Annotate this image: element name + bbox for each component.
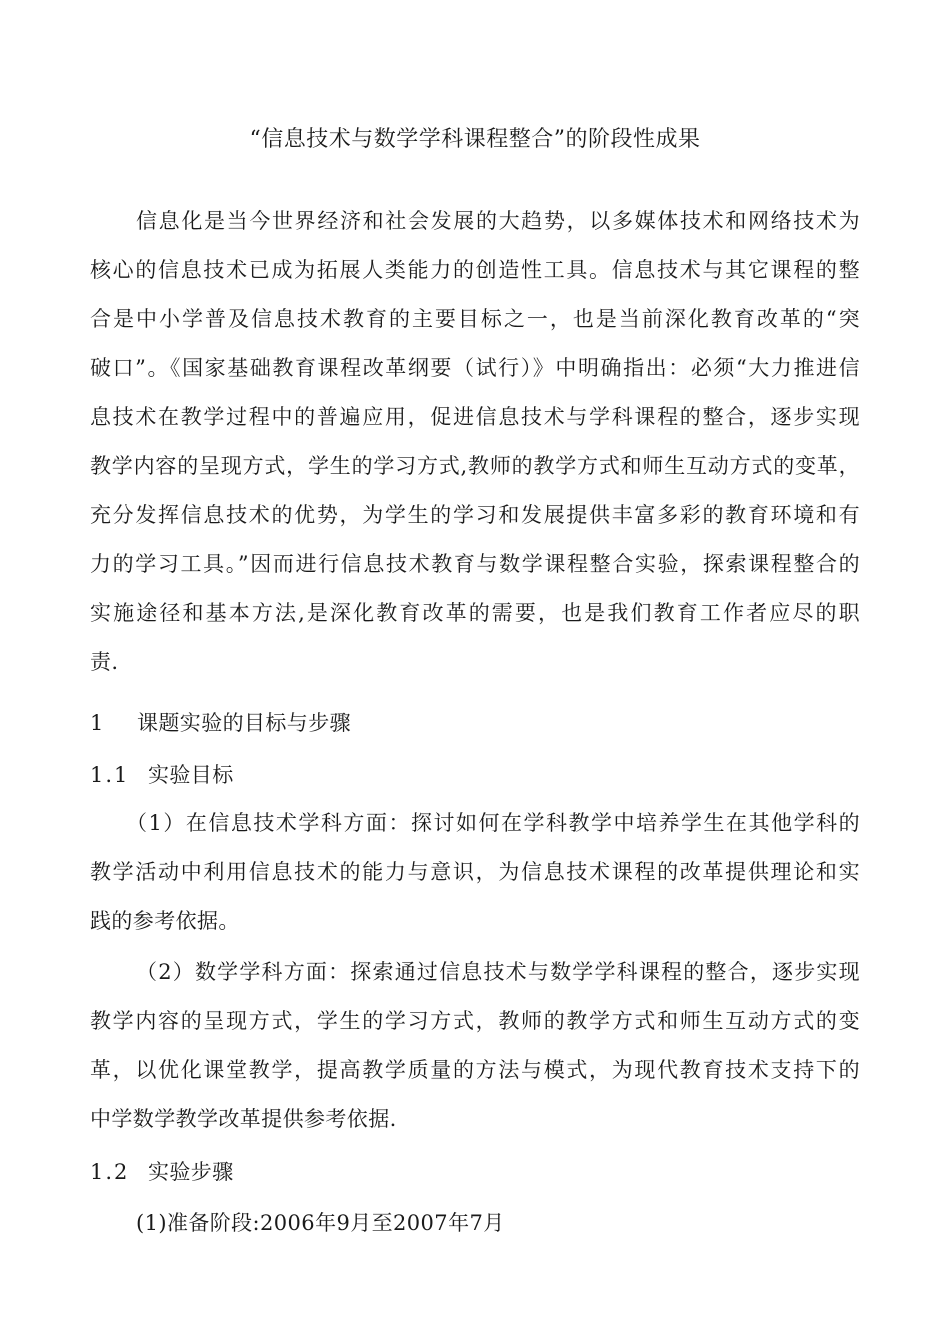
step-1-line: (1)准备阶段:2006年9月至2007年7月 bbox=[136, 1211, 505, 1235]
section-1-1-title: 实验目标 bbox=[148, 763, 234, 787]
intro-line-7: 充分发挥信息技术的优势，为学生的学习和发展提供丰富多彩的教育环境和有 bbox=[90, 503, 860, 527]
goal-2-line-2: 教学内容的呈现方式，学生的学习方式，教师的教学方式和师生互动方式的变 bbox=[90, 1009, 860, 1033]
intro-line-5: 息技术在教学过程中的普遍应用，促进信息技术与学科课程的整合，逐步实现 bbox=[90, 405, 860, 429]
goal-1-line-1: （1）在信息技术学科方面：探讨如何在学科教学中培养学生在其他学科的 bbox=[126, 811, 860, 835]
intro-line-10: 责. bbox=[90, 650, 119, 674]
intro-line-4: 破口”。《国家基础教育课程改革纲要（试行）》中明确指出：必须“大力推进信 bbox=[90, 356, 860, 380]
document-title: “信息技术与数学学科课程整合”的阶段性成果 bbox=[249, 127, 701, 152]
goal-1-line-3: 践的参考依据。 bbox=[90, 909, 240, 933]
goal-2-line-4: 中学数学教学改革提供参考依据. bbox=[90, 1107, 397, 1131]
goal-2-line-1: （2）数学学科方面：探索通过信息技术与数学学科课程的整合，逐步实现 bbox=[136, 960, 860, 984]
goal-1-line-2: 教学活动中利用信息技术的能力与意识，为信息技术课程的改革提供理论和实 bbox=[90, 860, 860, 884]
intro-line-6: 教学内容的呈现方式，学生的学习方式,教师的教学方式和师生互动方式的变革， bbox=[90, 454, 860, 478]
section-1-2-title: 实验步骤 bbox=[148, 1160, 234, 1184]
section-1-1-number: 1.1 bbox=[90, 763, 130, 787]
section-1-number: 1 bbox=[90, 711, 104, 735]
intro-line-2: 核心的信息技术已成为拓展人类能力的创造性工具。信息技术与其它课程的整 bbox=[90, 258, 860, 282]
section-1-title: 课题实验的目标与步骤 bbox=[137, 711, 351, 735]
intro-line-8: 力的学习工具。”因而进行信息技术教育与数学课程整合实验，探索课程整合的 bbox=[90, 552, 860, 576]
goal-2-line-3: 革，以优化课堂教学，提高教学质量的方法与模式，为现代教育技术支持下的 bbox=[90, 1058, 860, 1082]
intro-line-1: 信息化是当今世界经济和社会发展的大趋势，以多媒体技术和网络技术为 bbox=[136, 209, 860, 233]
intro-line-9: 实施途径和基本方法,是深化教育改革的需要，也是我们教育工作者应尽的职 bbox=[90, 601, 860, 625]
section-1-2-number: 1.2 bbox=[90, 1160, 130, 1184]
intro-line-3: 合是中小学普及信息技术教育的主要目标之一，也是当前深化教育改革的“突 bbox=[90, 307, 860, 331]
